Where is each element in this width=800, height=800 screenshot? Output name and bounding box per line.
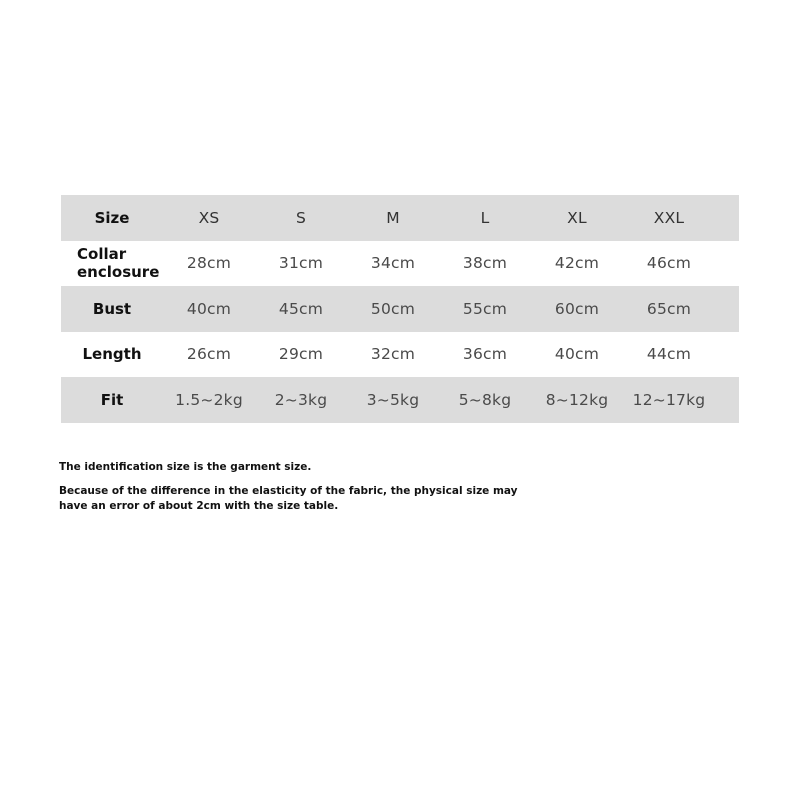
row-label-size: Size	[94, 208, 130, 227]
row-label-collar-line1: Collar	[77, 245, 127, 264]
size-table	[61, 195, 739, 423]
header-cell-xl: XL	[567, 208, 587, 227]
row-label-collar	[61, 245, 163, 281]
row-label-fit: Fit	[100, 390, 124, 409]
header-cell-xxl: XXL	[653, 208, 685, 227]
row-label-bust: Bust	[92, 299, 132, 318]
table-row-collar	[61, 241, 739, 287]
table-row-fit	[61, 377, 739, 423]
table-row-length	[61, 332, 739, 378]
header-cell-m: M	[386, 208, 400, 227]
table-cell: 65cm	[646, 299, 692, 318]
table-cell: 50cm	[370, 299, 416, 318]
table-cell: 1.5~2kg	[175, 390, 243, 409]
header-cell-l: L	[480, 208, 490, 227]
table-cell: 45cm	[278, 299, 324, 318]
table-cell: 3~5kg	[366, 390, 420, 409]
row-label-collar-line2: enclosure	[77, 263, 160, 282]
table-cell: 46cm	[646, 254, 692, 273]
table-cell: 60cm	[554, 299, 600, 318]
table-cell: 26cm	[186, 345, 232, 364]
row-label-length: Length	[82, 345, 142, 364]
table-cell: 44cm	[646, 345, 692, 364]
header-cell-s: S	[295, 208, 307, 227]
size-notes	[59, 460, 539, 514]
table-cell: 38cm	[462, 254, 508, 273]
table-header-row	[61, 195, 739, 241]
table-cell: 34cm	[370, 254, 416, 273]
table-cell: 12~17kg	[632, 390, 706, 409]
note-fabric-elasticity: Because of the difference in the elasticity of the fabric, the physical size may have an error of about 2cm with the size table.	[59, 485, 518, 512]
header-cell-xs: XS	[198, 208, 220, 227]
note-garment-size: The identification size is the garment size.	[59, 461, 312, 473]
table-cell: 28cm	[186, 254, 232, 273]
table-cell: 29cm	[278, 345, 324, 364]
table-cell: 32cm	[370, 345, 416, 364]
table-cell: 31cm	[278, 254, 324, 273]
table-row-bust	[61, 286, 739, 332]
table-cell: 5~8kg	[458, 390, 512, 409]
table-cell: 8~12kg	[545, 390, 609, 409]
table-cell: 2~3kg	[274, 390, 328, 409]
table-cell: 40cm	[186, 299, 232, 318]
table-cell: 55cm	[462, 299, 508, 318]
table-cell: 40cm	[554, 345, 600, 364]
table-cell: 42cm	[554, 254, 600, 273]
table-cell: 36cm	[462, 345, 508, 364]
